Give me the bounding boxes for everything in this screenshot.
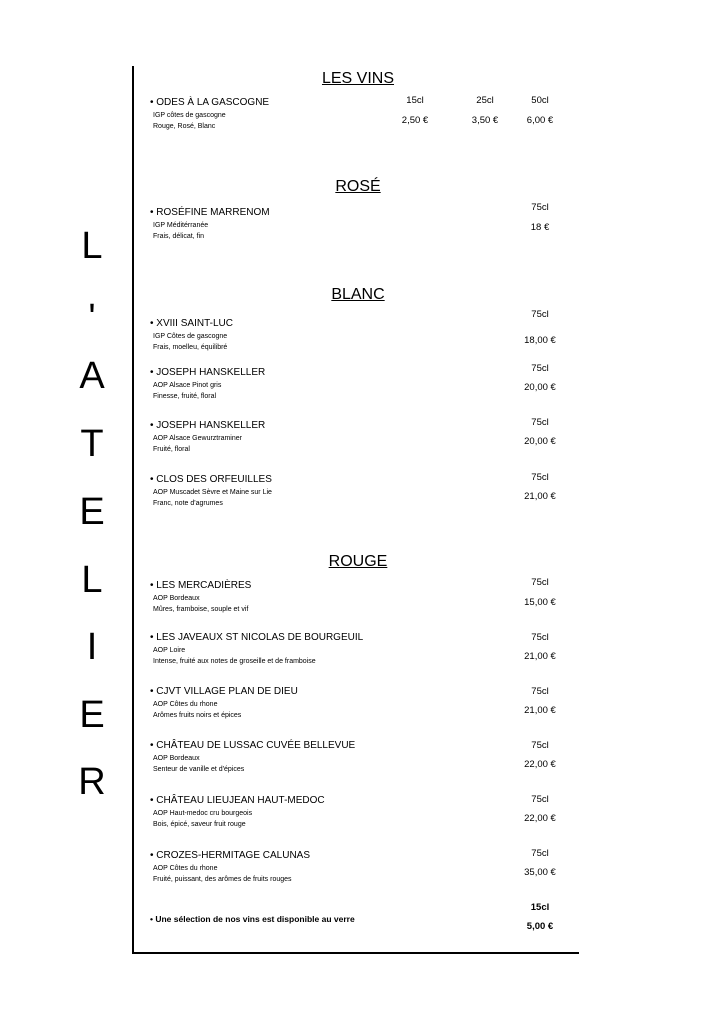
- wine-name: • LES MERCADIÈRES: [150, 580, 252, 591]
- side-letter: T: [80, 423, 104, 465]
- wine-size: 75cl: [531, 632, 549, 643]
- wine-name: • CROZES-HERMITAGE CALUNAS: [150, 850, 310, 861]
- wine-price: 6,00 €: [526, 115, 554, 126]
- wine-notes: Franc, note d'agrumes: [153, 500, 223, 507]
- wine-price: 35,00 €: [524, 867, 556, 878]
- wine-size: 25cl: [476, 95, 494, 106]
- wine-name: • CJVT VILLAGE PLAN DE DIEU: [150, 686, 298, 697]
- wine-price: 22,00 €: [524, 759, 556, 770]
- wine-price: 2,50 €: [401, 115, 429, 126]
- side-letter: A: [79, 355, 105, 397]
- wine-notes: Finesse, fruité, floral: [153, 393, 217, 400]
- wine-size: 75cl: [531, 309, 549, 320]
- wine-name: • CHÂTEAU LIEUJEAN HAUT-MEDOC: [150, 795, 325, 806]
- wine-notes: Frais, moelleu, équilibré: [153, 344, 228, 351]
- wine-price: 21,00 €: [524, 705, 556, 716]
- wine-price: 18 €: [530, 222, 550, 233]
- wine-appellation: AOP Bordeaux: [153, 595, 200, 602]
- wine-notes: Senteur de vanille et d'épices: [153, 766, 245, 773]
- wine-appellation: AOP Alsace Pinot gris: [153, 382, 222, 389]
- wine-price: 3,50 €: [471, 115, 499, 126]
- wine-size: 75cl: [531, 472, 549, 483]
- side-letter: E: [79, 694, 105, 736]
- wine-appellation: AOP Côtes du rhone: [153, 701, 218, 708]
- wine-name: • JOSEPH HANSKELLER: [150, 367, 266, 378]
- wine-size: 75cl: [531, 794, 549, 805]
- wine-notes: Intense, fruité aux notes de groseille et de framboise: [153, 658, 316, 665]
- side-letter: E: [79, 491, 105, 533]
- section-title-blanc: BLANC: [331, 286, 385, 303]
- wine-name: • CHÂTEAU DE LUSSAC CUVÉE BELLEVUE: [150, 740, 356, 751]
- wine-size: 75cl: [531, 577, 549, 588]
- wine-size: 75cl: [531, 417, 549, 428]
- wine-appellation: AOP Bordeaux: [153, 755, 200, 762]
- wine-notes: Fruité, floral: [153, 446, 190, 453]
- wine-notes: Rouge, Rosé, Blanc: [153, 123, 216, 130]
- wine-price: 20,00 €: [524, 382, 556, 393]
- wine-size: 75cl: [531, 848, 549, 859]
- by-glass-size: 15cl: [530, 902, 550, 913]
- side-letter: I: [86, 626, 98, 668]
- wine-notes: Bois, épicé, saveur fruit rouge: [153, 821, 246, 828]
- wine-appellation: IGP Côtes de gascogne: [153, 333, 228, 340]
- side-letter: L: [81, 559, 103, 601]
- section-title-rouge: ROUGE: [328, 553, 388, 570]
- wine-price: 21,00 €: [524, 651, 556, 662]
- wine-notes: Frais, délicat, fin: [153, 233, 204, 240]
- wine-notes: Mûres, framboise, souple et vif: [153, 606, 249, 613]
- wine-appellation: IGP côtes de gascogne: [153, 112, 226, 119]
- section-title-rose: ROSÉ: [335, 178, 381, 195]
- wine-appellation: AOP Haut-medoc cru bourgeois: [153, 810, 253, 817]
- wine-size: 50cl: [531, 95, 549, 106]
- wine-name: • XVIII SAINT-LUC: [150, 318, 233, 329]
- bottom-divider: [132, 952, 579, 954]
- wine-appellation: AOP Loire: [153, 647, 186, 654]
- wine-appellation: IGP Méditérranée: [153, 222, 209, 229]
- vertical-divider: [132, 66, 134, 954]
- side-letter: R: [78, 761, 106, 803]
- side-letter: ': [88, 297, 96, 339]
- wine-name: • ROSÉFINE MARRENOM: [150, 207, 270, 218]
- wine-size: 75cl: [531, 740, 549, 751]
- by-glass-price: 5,00 €: [526, 921, 554, 932]
- wine-price: 21,00 €: [524, 491, 556, 502]
- section-title-les-vins: LES VINS: [321, 70, 395, 87]
- wine-appellation: AOP Côtes du rhone: [153, 865, 218, 872]
- wine-name: • ODES À LA GASCOGNE: [150, 97, 270, 108]
- wine-price: 22,00 €: [524, 813, 556, 824]
- wine-size: 75cl: [531, 202, 549, 213]
- wine-notes: Fruité, puissant, des arômes de fruits rouges: [153, 876, 292, 883]
- wine-size: 15cl: [406, 95, 424, 106]
- wine-name: • CLOS DES ORFEUILLES: [150, 474, 272, 485]
- wine-size: 75cl: [531, 363, 549, 374]
- wine-appellation: AOP Muscadet Sèvre et Maine sur Lie: [153, 489, 272, 496]
- wine-name: • LES JAVEAUX ST NICOLAS DE BOURGEUIL: [150, 632, 364, 643]
- wine-price: 15,00 €: [524, 597, 556, 608]
- wine-price: 20,00 €: [524, 436, 556, 447]
- wine-size: 75cl: [531, 686, 549, 697]
- wine-price: 18,00 €: [524, 335, 556, 346]
- side-letter: L: [81, 225, 103, 267]
- by-glass-text: • Une sélection de nos vins est disponible au verre: [150, 914, 355, 924]
- wine-appellation: AOP Alsace Gewurztraminer: [153, 435, 242, 442]
- wine-notes: Arômes fruits noirs et épices: [153, 712, 242, 719]
- wine-name: • JOSEPH HANSKELLER: [150, 420, 266, 431]
